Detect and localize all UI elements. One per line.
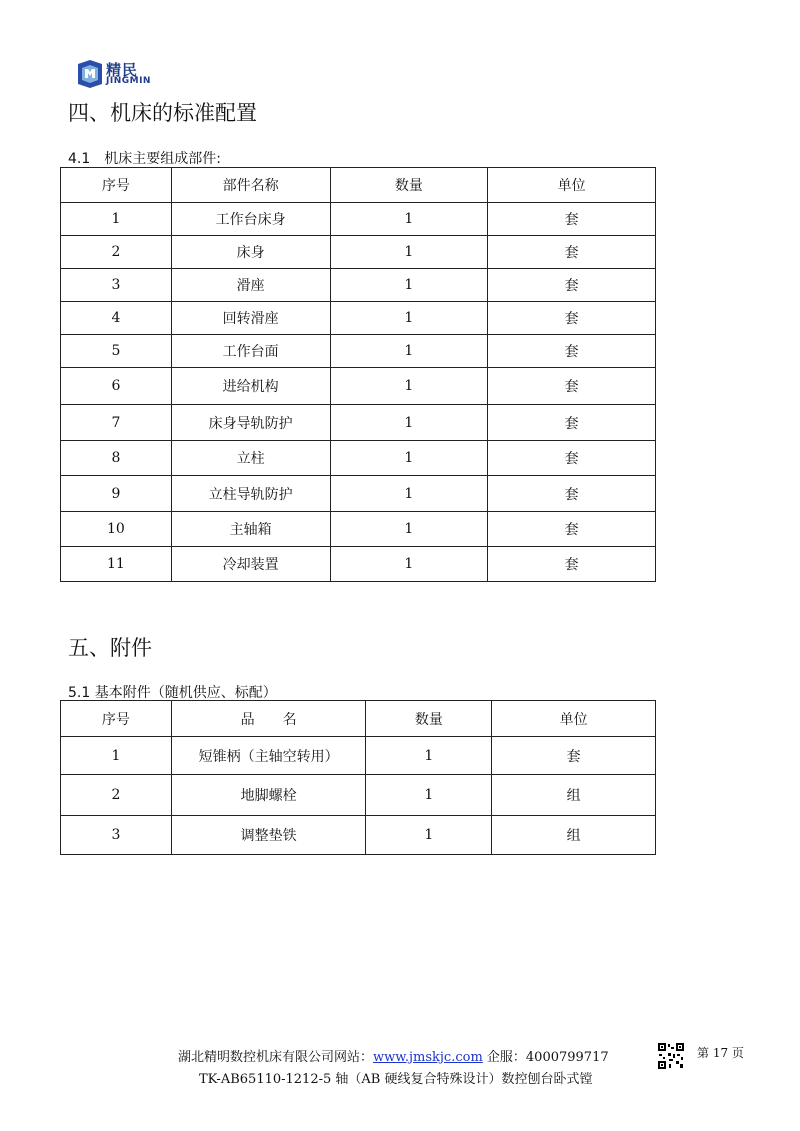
table-cell: 数量 [366, 701, 492, 737]
table-header-row [61, 701, 656, 737]
table-cell: 床身 [171, 236, 330, 269]
table-cell: 部件名称 [171, 168, 330, 203]
table-row [61, 512, 656, 547]
table-row [61, 547, 656, 582]
section4-heading: 四、机床的标准配置 [68, 101, 257, 125]
table-cell: 套 [488, 203, 656, 236]
table-cell: 1 [366, 775, 492, 816]
table-cell: 工作台面 [171, 335, 330, 368]
table-row [61, 203, 656, 236]
table-cell: 4 [61, 302, 172, 335]
table-row [61, 816, 656, 855]
table-row [61, 269, 656, 302]
components-table [60, 167, 656, 582]
table-row [61, 368, 656, 405]
table-cell: 1 [366, 816, 492, 855]
page-number: 第 17 页 [697, 1046, 744, 1060]
jingmin-logo-icon [76, 60, 104, 88]
website-link[interactable]: www.jmskjc.com [373, 1050, 483, 1065]
table-cell: 套 [488, 547, 656, 582]
table-cell: 套 [488, 335, 656, 368]
logo-text-en: JINGMIN [106, 76, 151, 86]
footer-model-line: TK-AB65110-1212-5 轴（AB 硬线复合特殊设计）数控刨台卧式镗 [199, 1072, 593, 1087]
section4-subheading: 4.1 机床主要组成部件: [68, 151, 221, 167]
table-header-row [61, 168, 656, 203]
table-cell: 3 [61, 269, 172, 302]
table-cell: 进给机构 [171, 368, 330, 405]
table-cell: 立柱导轨防护 [171, 476, 330, 512]
logo-text-cn: 精民 [106, 61, 139, 79]
qr-code-icon [657, 1042, 685, 1070]
section5-heading: 五、附件 [68, 636, 152, 660]
table-cell: 套 [492, 737, 656, 775]
table-cell: 短锥柄（主轴空转用） [171, 737, 366, 775]
company-logo [76, 58, 176, 90]
table-cell: 10 [61, 512, 172, 547]
table-cell: 1 [61, 737, 172, 775]
table-row [61, 335, 656, 368]
table-row [61, 302, 656, 335]
table-cell: 组 [492, 775, 656, 816]
table-cell: 5 [61, 335, 172, 368]
table-cell: 套 [488, 476, 656, 512]
table-cell: 单位 [488, 168, 656, 203]
table-row [61, 405, 656, 441]
table-cell: 冷却装置 [171, 547, 330, 582]
table-row [61, 775, 656, 816]
table-cell: 8 [61, 441, 172, 476]
table-cell: 3 [61, 816, 172, 855]
table-cell: 调整垫铁 [171, 816, 366, 855]
table-row [61, 441, 656, 476]
table-cell: 7 [61, 405, 172, 441]
table-cell: 序号 [61, 168, 172, 203]
table-cell: 套 [488, 269, 656, 302]
table-cell: 套 [488, 441, 656, 476]
table-cell: 主轴箱 [171, 512, 330, 547]
table-cell: 2 [61, 236, 172, 269]
table-cell: 回转滑座 [171, 302, 330, 335]
table-cell: 1 [330, 203, 488, 236]
table-cell: 11 [61, 547, 172, 582]
table-cell: 1 [330, 476, 488, 512]
table-cell: 6 [61, 368, 172, 405]
table-cell: 序号 [61, 701, 172, 737]
table-cell: 滑座 [171, 269, 330, 302]
table-cell: 组 [492, 816, 656, 855]
table-cell: 1 [330, 405, 488, 441]
table-cell: 1 [330, 368, 488, 405]
table-cell: 1 [330, 335, 488, 368]
table-cell: 品 名 [171, 701, 366, 737]
table-cell: 1 [330, 547, 488, 582]
table-cell: 1 [366, 737, 492, 775]
table-cell: 立柱 [171, 441, 330, 476]
table-cell: 数量 [330, 168, 488, 203]
table-cell: 地脚螺栓 [171, 775, 366, 816]
footer-service-text: 企服：4000799717 [482, 1050, 609, 1065]
table-cell: 9 [61, 476, 172, 512]
table-row [61, 236, 656, 269]
table-cell: 套 [488, 302, 656, 335]
table-cell: 工作台床身 [171, 203, 330, 236]
table-cell: 1 [61, 203, 172, 236]
table-cell: 套 [488, 368, 656, 405]
footer-company-line [178, 1046, 609, 1065]
section5-subheading: 5.1 基本附件（随机供应、标配） [68, 685, 277, 701]
table-cell: 单位 [492, 701, 656, 737]
table-cell: 1 [330, 441, 488, 476]
table-row [61, 737, 656, 775]
footer-company-text: 湖北精明数控机床有限公司网站： [178, 1050, 374, 1065]
table-cell: 1 [330, 269, 488, 302]
table-cell: 1 [330, 302, 488, 335]
table-cell: 1 [330, 512, 488, 547]
table-cell: 2 [61, 775, 172, 816]
table-cell: 套 [488, 512, 656, 547]
table-cell: 床身导轨防护 [171, 405, 330, 441]
accessories-table [60, 700, 656, 855]
table-cell: 套 [488, 405, 656, 441]
table-cell: 1 [330, 236, 488, 269]
table-cell: 套 [488, 236, 656, 269]
table-row [61, 476, 656, 512]
